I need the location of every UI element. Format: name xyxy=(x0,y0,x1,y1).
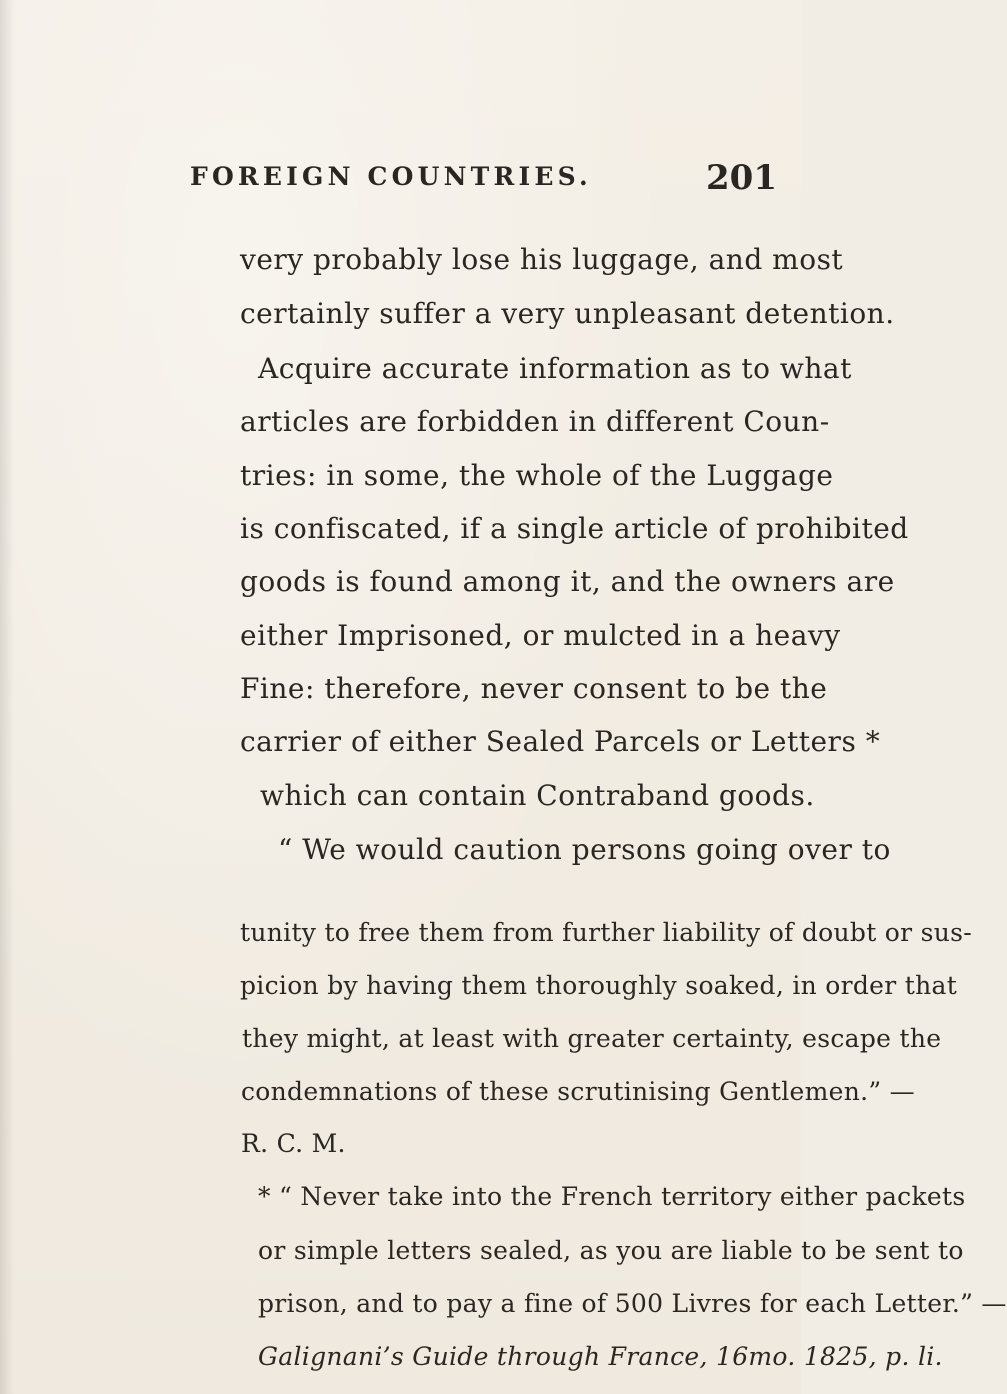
footnote-citation: Galignani’s Guide through France, 16mo. 1825, p. li. xyxy=(258,1342,943,1371)
quote-line: condemnations of these scrutinising Gentlemen.” — xyxy=(241,1077,915,1106)
body-line: certainly suffer a very unpleasant detention. xyxy=(240,297,895,330)
body-line: Acquire accurate information as to what xyxy=(258,352,852,385)
quote-line: they might, at least with greater certainty, escape the xyxy=(242,1024,942,1053)
body-line: either Imprisoned, or mulcted in a heavy xyxy=(240,619,841,652)
page-gutter-shadow xyxy=(0,0,14,1394)
body-line: “ We would caution persons going over to xyxy=(278,833,891,866)
quote-line: tunity to free them from further liability of doubt or sus- xyxy=(240,918,973,947)
body-line: Fine: therefore, never consent to be the xyxy=(240,672,828,705)
body-line: very probably lose his luggage, and most xyxy=(240,243,844,276)
body-line: goods is found among it, and the owners are xyxy=(240,565,895,598)
body-line: carrier of either Sealed Parcels or Letters * xyxy=(240,725,881,758)
quote-signature: R. C. M. xyxy=(241,1129,346,1158)
body-line: articles are forbidden in different Coun- xyxy=(240,405,830,438)
body-line: is confiscated, if a single article of prohibited xyxy=(240,512,909,545)
footnote-line: prison, and to pay a fine of 500 Livres for each Letter.” — xyxy=(258,1289,1007,1318)
body-line: tries: in some, the whole of the Luggage xyxy=(240,459,834,492)
quote-line: picion by having them thoroughly soaked, in order that xyxy=(240,971,958,1000)
footnote-line: * “ Never take into the French territory either packets xyxy=(258,1182,966,1211)
footnote-line: or simple letters sealed, as you are liable to be sent to xyxy=(258,1236,964,1265)
body-line: which can contain Contraband goods. xyxy=(260,779,815,812)
page-number: 201 xyxy=(706,158,777,198)
running-header: FOREIGN COUNTRIES. xyxy=(190,162,592,191)
